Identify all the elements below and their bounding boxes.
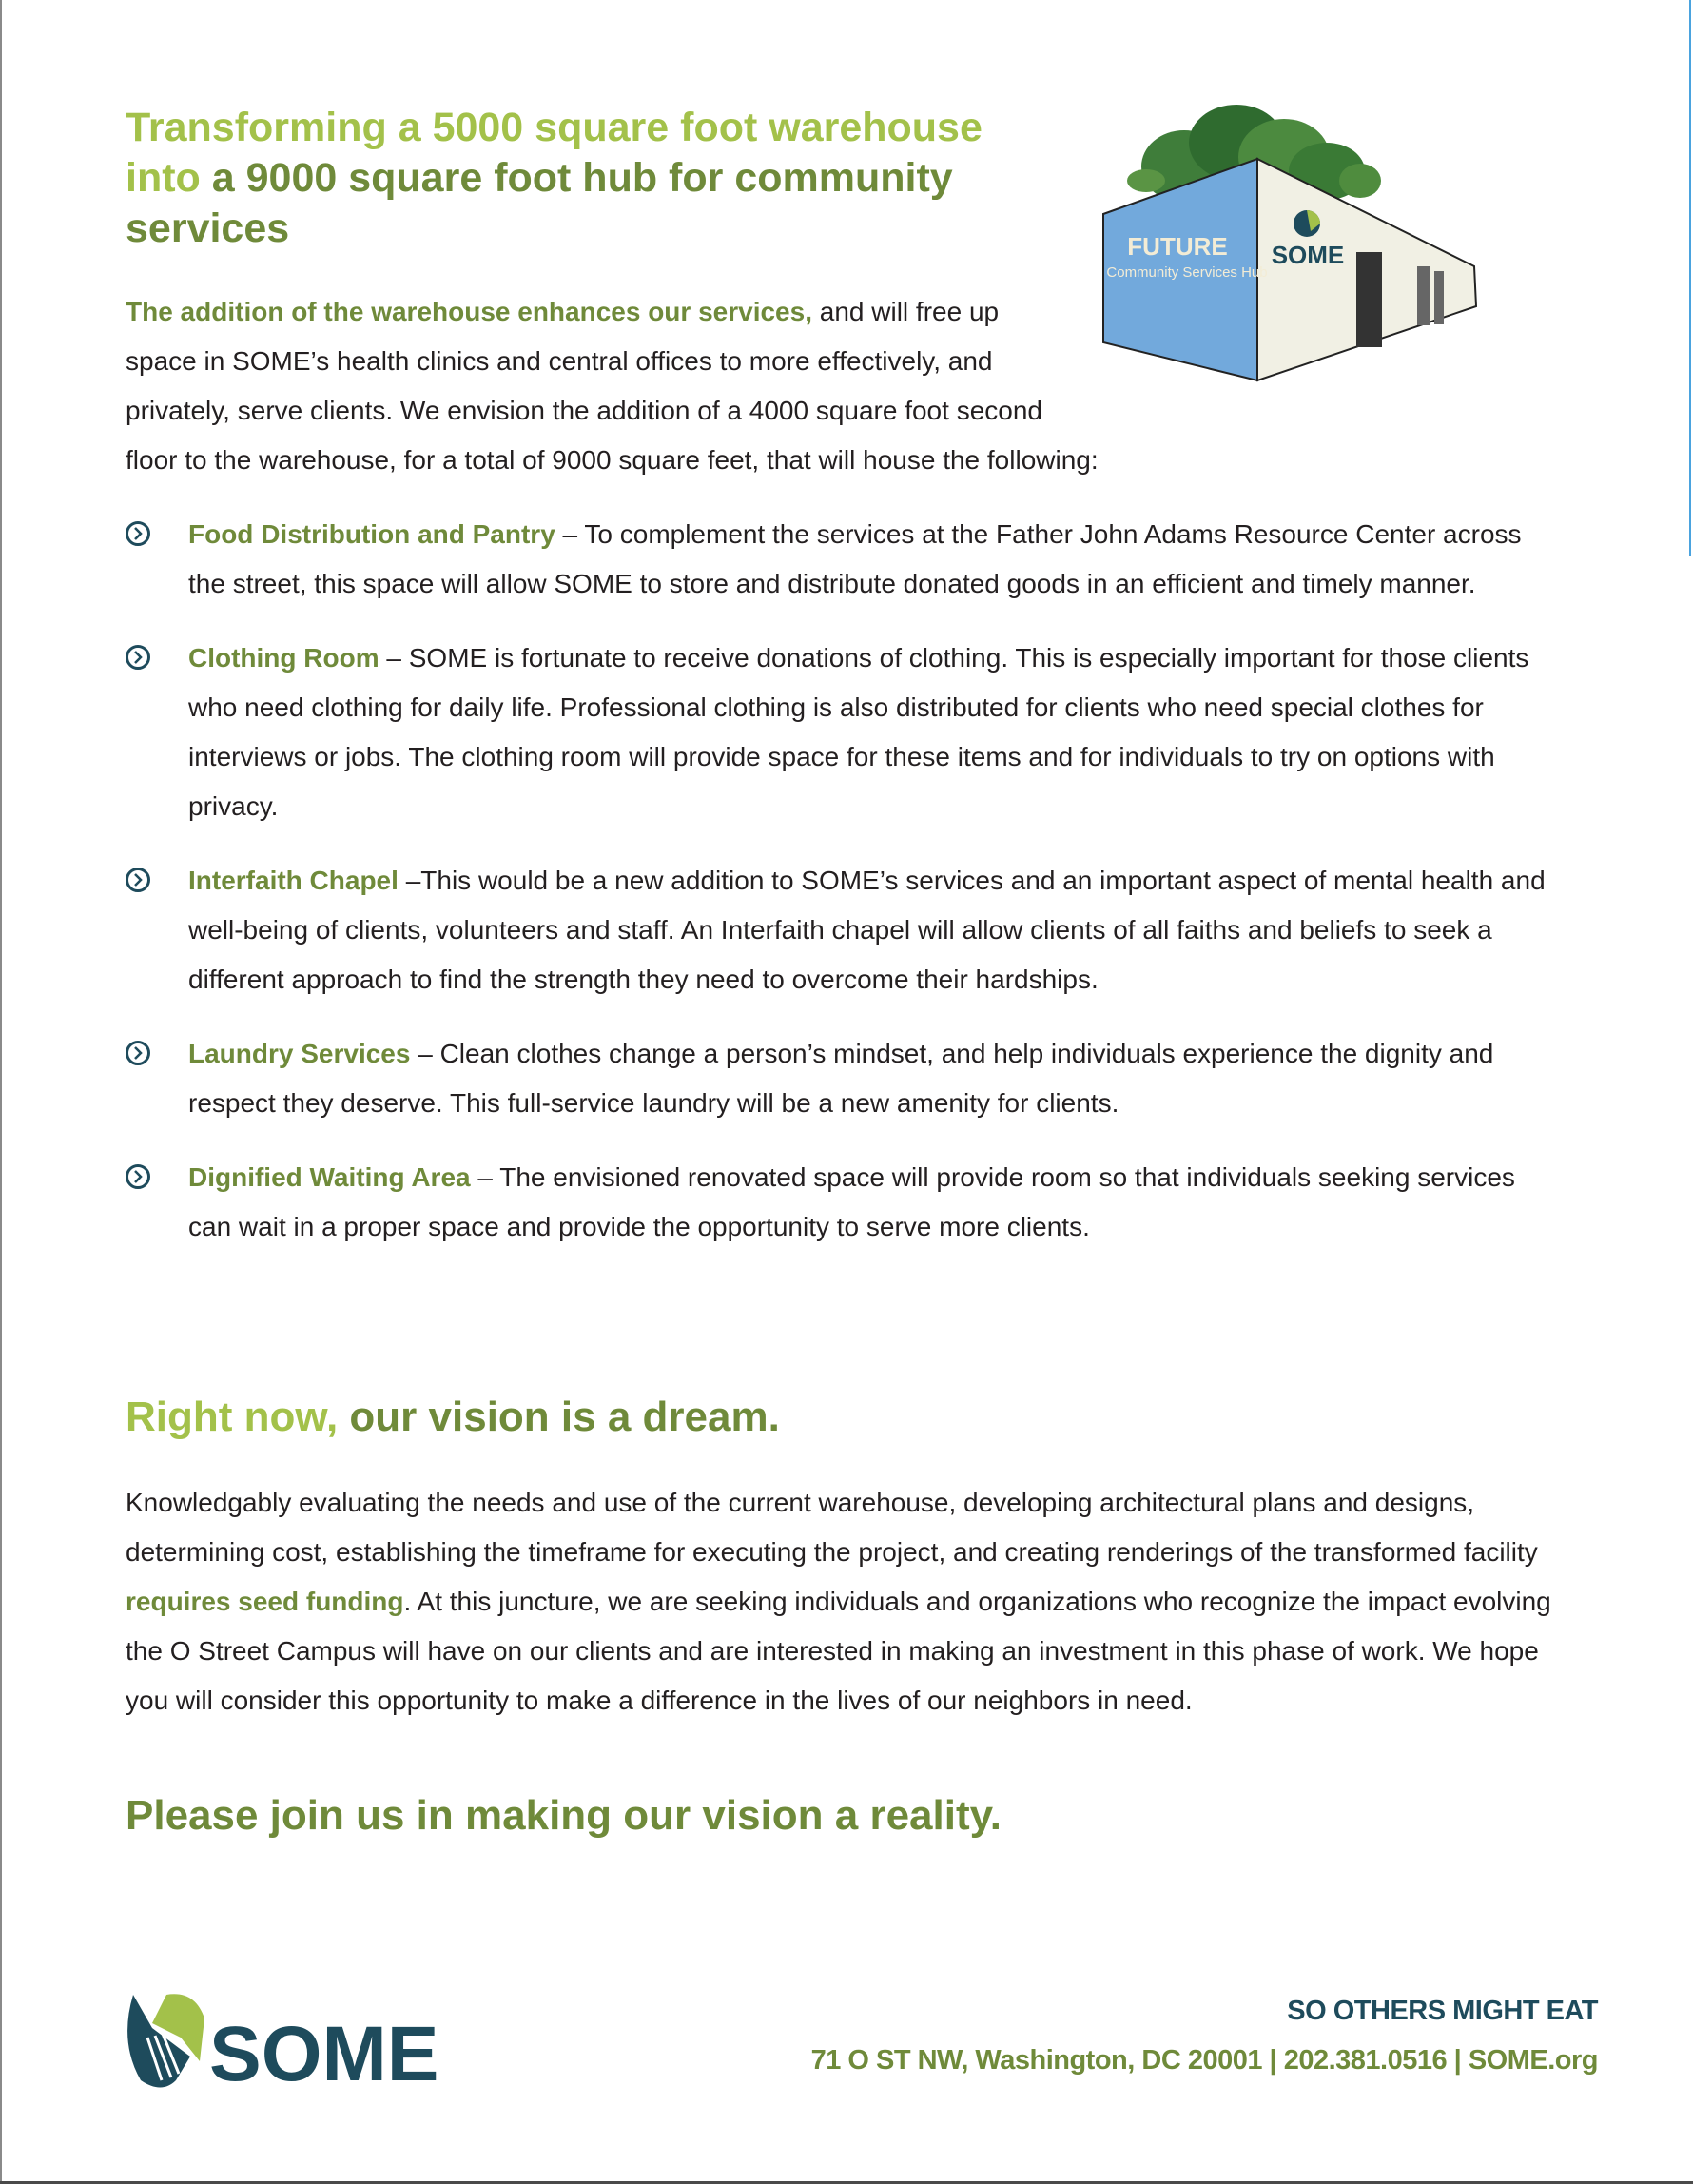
vision-text: Knowledgably evaluating the needs and use of the current warehouse, developing architectural plans and designs, determining cost, establishing the timeframe for executing the project, and creating renderings of the transformed facility bbox=[126, 1488, 1538, 1567]
list-item-chapel bbox=[126, 856, 1552, 1004]
page-title bbox=[126, 103, 1039, 254]
tagline: SO OTHERS MIGHT EAT bbox=[1287, 1996, 1598, 2026]
chevron-circle-icon bbox=[126, 521, 150, 546]
illustration-spacer bbox=[1058, 287, 1552, 401]
handshake-logo-icon bbox=[127, 1994, 204, 2087]
item-title: Dignified Waiting Area bbox=[188, 1162, 471, 1192]
item-title: Interfaith Chapel bbox=[188, 866, 399, 895]
item-title: Clothing Room bbox=[188, 643, 379, 673]
building-logo-text: SOME bbox=[1271, 241, 1345, 269]
item-text: –This would be a new addition to SOME’s services and an important aspect of mental health and well-being of clients, volunteers and staff. An Interfaith chapel will allow clients of all faiths and beliefs to seek a different approach to find the strength they need to overcome their hardships. bbox=[188, 866, 1546, 994]
building-logo-icon bbox=[1294, 210, 1320, 237]
intro-text: and will free up space in SOME’s health clinics and central offices to more effectively, and privately, serve clients. We envision the addition of a 4000 square foot second floor to the warehouse, for a total of 9000 square feet, that will house the following: bbox=[126, 297, 1099, 475]
vision-heading-dark: our vision is a dream. bbox=[338, 1394, 780, 1440]
vision-heading bbox=[126, 1394, 780, 1441]
list-item-laundry bbox=[126, 1029, 1552, 1128]
item-title: Laundry Services bbox=[188, 1039, 411, 1068]
contact-info: 71 O ST NW, Washington, DC 20001 | 202.381.0516 | SOME.org bbox=[810, 2045, 1598, 2076]
title-dark-part: a 9000 square foot hub for community services bbox=[126, 155, 953, 251]
sign-future: FUTURE bbox=[1127, 232, 1228, 261]
item-text: – Clean clothes change a person’s mindset, and help individuals experience the dignity and respect they deserve. This full-service laundry will be a new amenity for clients. bbox=[188, 1039, 1494, 1118]
item-title: Food Distribution and Pantry bbox=[188, 519, 555, 549]
item-text: – To complement the services at the Father John Adams Resource Center across the street, this space will allow SOME to store and distribute donated goods in an efficient and timely manner. bbox=[188, 519, 1522, 598]
title-light-part: Transforming a 5000 square foot warehouse into bbox=[126, 105, 983, 201]
sign-community-services-hub: Community Services Hub bbox=[1106, 264, 1268, 281]
vision-paragraph bbox=[126, 1478, 1552, 1726]
services-list bbox=[126, 510, 1552, 1277]
chevron-circle-icon bbox=[126, 645, 150, 670]
vision-text-end: . At this juncture, we are seeking individuals and organizations who recognize the impact evolving the O Street Campus will have on our clients and are interested in making an investment in this phase of work. We hope you will consider this opportunity to make a difference in the lives of our neighbors in need. bbox=[126, 1587, 1551, 1715]
call-to-action: Please join us in making our vision a reality. bbox=[126, 1792, 1002, 1839]
list-item-waiting bbox=[126, 1153, 1552, 1252]
intro-paragraph bbox=[126, 287, 1552, 485]
chevron-circle-icon bbox=[126, 868, 150, 892]
page-border-left bbox=[0, 0, 2, 2184]
intro-lead: The addition of the warehouse enhances our services, bbox=[126, 297, 812, 326]
list-item-clothing bbox=[126, 634, 1552, 831]
list-item-food bbox=[126, 510, 1552, 609]
chevron-circle-icon bbox=[126, 1041, 150, 1065]
chevron-circle-icon bbox=[126, 1164, 150, 1189]
logo-wordmark: SOME bbox=[209, 2011, 439, 2095]
vision-heading-light: Right now, bbox=[126, 1394, 339, 1440]
some-logo bbox=[124, 1990, 485, 2095]
page-border-right bbox=[1689, 0, 1691, 556]
item-text: – SOME is fortunate to receive donations of clothing. This is especially important for those clients who need clothing for daily life. Professional clothing is also distributed for clients who need special clothes for interviews or jobs. The clothing room will provide space for these items and for individuals to try on options with privacy. bbox=[188, 643, 1529, 821]
vision-emphasis: requires seed funding bbox=[126, 1587, 404, 1616]
item-text: – The envisioned renovated space will provide room so that individuals seeking services can wait in a proper space and provide the opportunity to serve more clients. bbox=[188, 1162, 1515, 1241]
